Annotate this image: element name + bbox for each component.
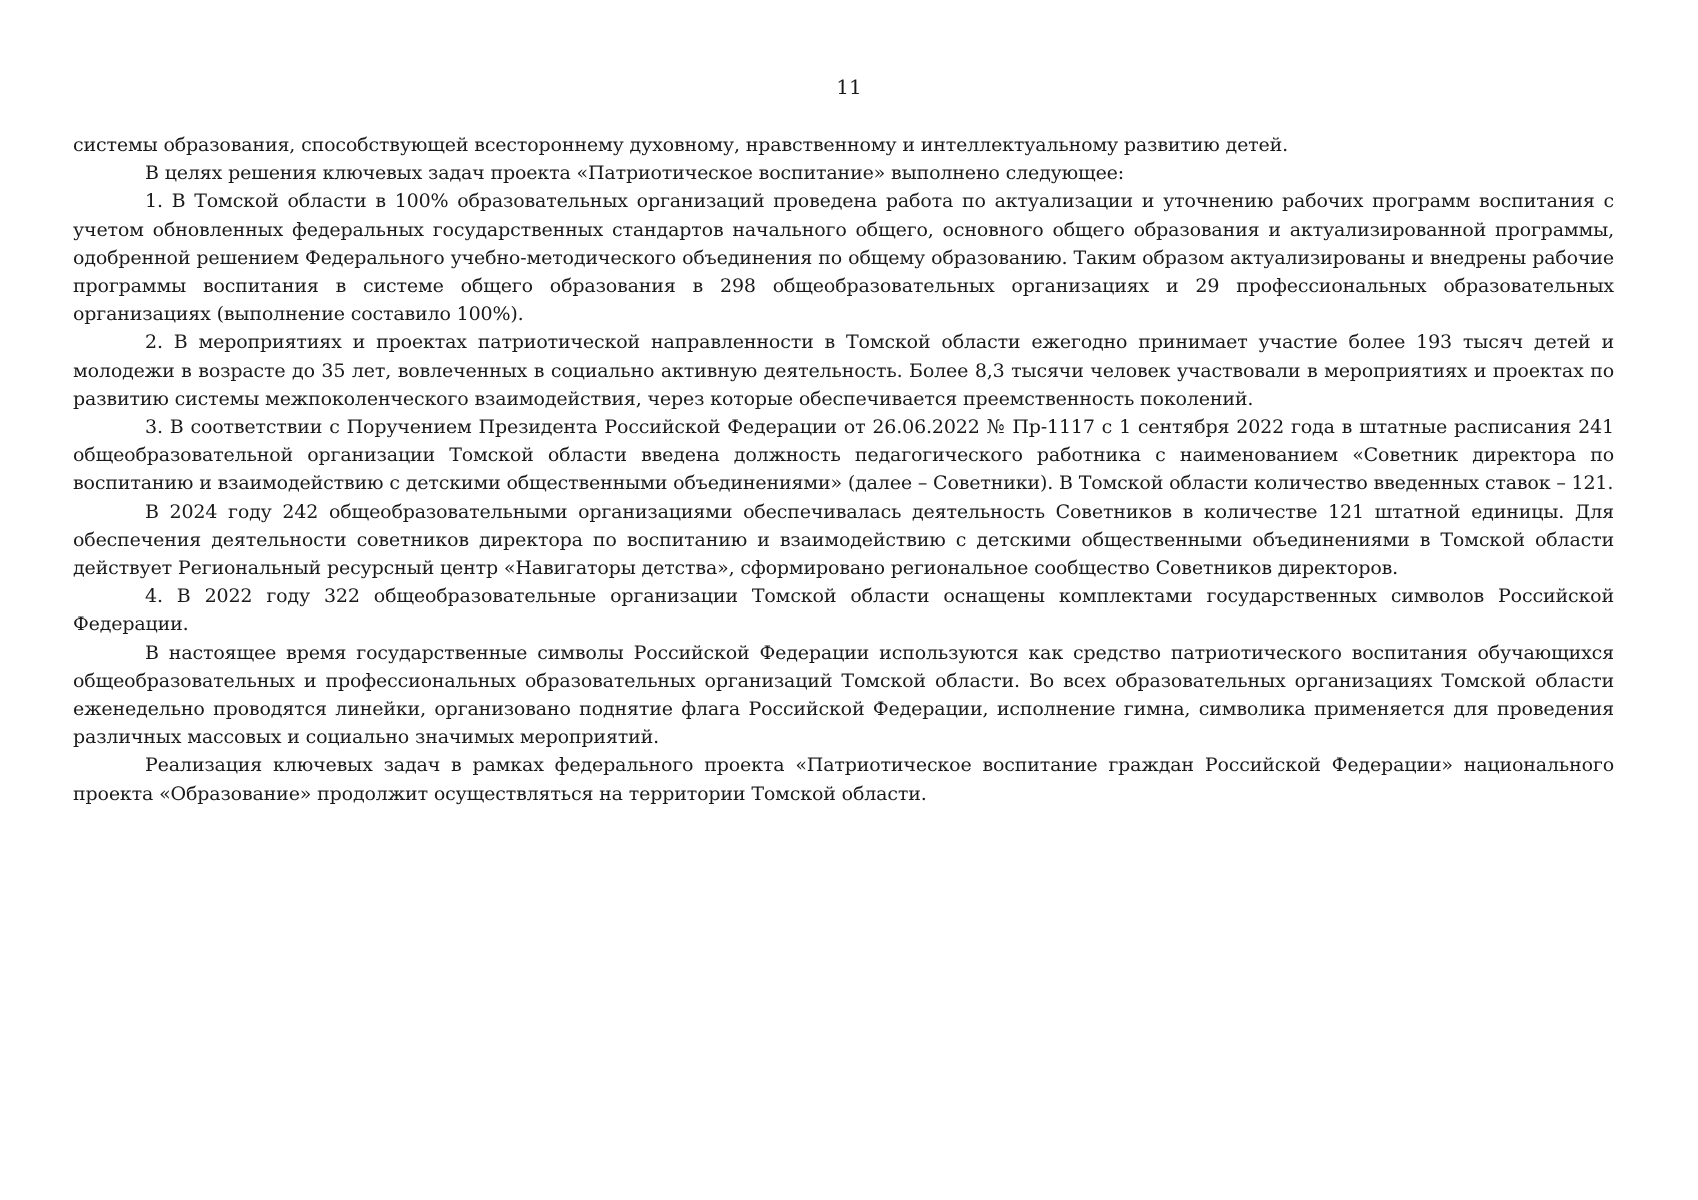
paragraph-item-3: 3. В соответствии с Поручением Президента Российской Федерации от 26.06.2022 № Пр-1117 с 1 сентября 2022 года в штатные расписания 241 общеобразовательной организации Томской области введена должность педагогического работника с наименованием «Советник директора по воспитанию и взаимодействию с детскими общественными объединениями» (далее – Советники). В Томской области количество введенных ставок – 121.	[73, 416, 1614, 495]
paragraph-continuation: системы образования, способствующей всестороннему духовному, нравственному и интеллектуальному развитию детей.	[73, 134, 1289, 156]
paragraph-intro: В целях решения ключевых задач проекта «Патриотическое воспитание» выполнено следующее:	[145, 162, 1125, 185]
paragraph-item-4: 4. В 2022 году 322 общеобразовательные организации Томской области оснащены комплектами государственных символов Российской Федерации.	[73, 585, 1614, 636]
paragraph-item-1: 1. В Томской области в 100% образовательных организаций проведена работа по актуализации и уточнению рабочих программ воспитания с учетом обновленных федеральных государственных стандартов начального общего, основного общего образования и актуализированной программы, одобренной решением Федерального учебно-методического объединения по общему образованию. Таким образом актуализированы и внедрены рабочие программы воспитания в системе общего образования в 298 общеобразовательных организациях и 29 профессиональных образовательных организациях (выполнение составило 100%).	[73, 190, 1614, 326]
paragraph-advisors-2024: В 2024 году 242 общеобразовательными организациями обеспечивалась деятельность Советников в количестве 121 штатной единицы. Для обеспечения деятельности советников директора по воспитанию и взаимодействию с детскими общественными объединениями в Томской области действует Региональный ресурсный центр «Навигаторы детства», сформировано региональное сообщество Советников директоров.	[73, 500, 1614, 580]
paragraph-item-2: 2. В мероприятиях и проектах патриотической направленности в Томской области ежегодно принимает участие более 193 тысяч детей и молодежи в возрасте до 35 лет, вовлеченных в социально активную деятельность. Более 8,3 тысячи человек участвовали в мероприятиях и проектах по развитию системы межпоколенческого взаимодействия, через которые обеспечивается преемственность поколений.	[73, 331, 1614, 410]
paragraph-state-symbols: В настоящее время государственные символы Российской Федерации используются как средство патриотического воспитания обучающихся общеобразовательных и профессиональных образовательных организаций Томской области. Во всех образовательных организациях Томской области еженедельно проводятся линейки, организовано поднятие флага Российской Федерации, исполнение гимна, символика применяется для проведения различных массовых и социально значимых мероприятий.	[73, 641, 1614, 749]
document-body	[73, 131, 1614, 808]
page-number: 11	[836, 75, 862, 99]
paragraph-conclusion: Реализация ключевых задач в рамках федерального проекта «Патриотическое воспитание граждан Российской Федерации» национального проекта «Образование» продолжит осуществляться на территории Томской области.	[73, 754, 1614, 805]
